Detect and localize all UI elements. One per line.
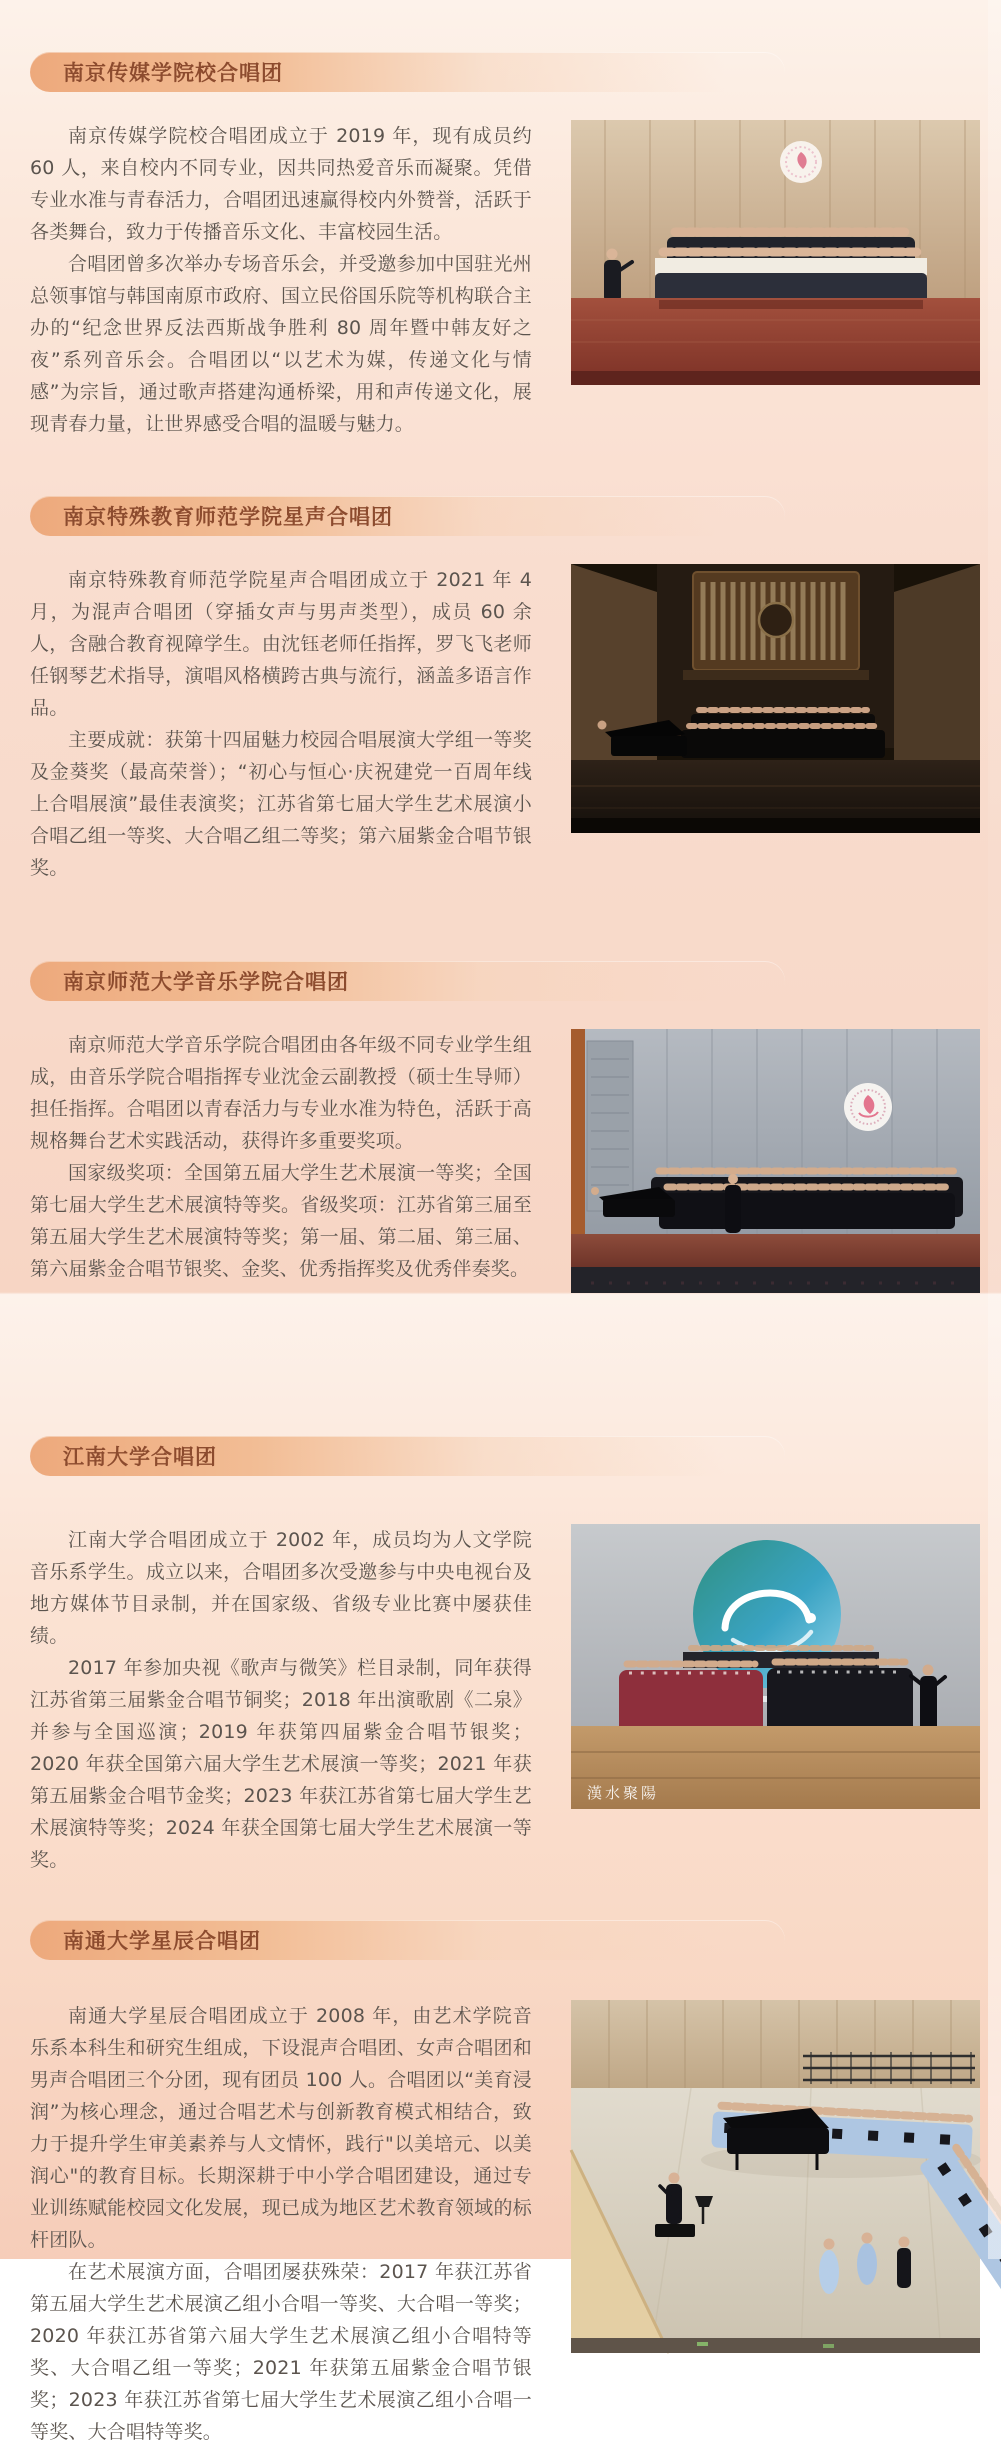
paragraph: 国家级奖项：全国第五届大学生艺术展演一等奖；全国第七届大学生艺术展演特等奖。省级奖项：江苏省第三届至第五届大学生艺术展演特等奖；第一届、第二届、第三届、第六届紫金合唱节银奖、金奖、优秀指挥奖及优秀伴奏奖。 bbox=[30, 1162, 532, 1280]
stage-scene bbox=[571, 1524, 980, 1809]
paragraph: 合唱团曾多次举办专场音乐会，并受邀参加中国驻光州总领事馆与韩国南原市政府、国立民俗国乐院等机构联合主办的“纪念世界反法西斯战争胜利 80 周年暨中韩友好之夜”系列音乐会。合唱团以“以艺术为媒，传递文化与情感”为宗旨，通过歌声搭建沟通桥梁，用和声传递文化，展现青春力量，让世界感受合唱的温暖与魅力。 bbox=[30, 253, 532, 435]
stage-scene bbox=[571, 2000, 980, 2353]
section-title-banner bbox=[30, 961, 785, 1001]
section-title-banner bbox=[30, 52, 785, 92]
paragraph: 南通大学星辰合唱团成立于 2008 年，由艺术学院音乐系本科生和研究生组成，下设混声合唱团、女声合唱团和男声合唱团三个分团，现有团员 100 人。合唱团以“美育浸润”为核心理念，通过合唱艺术与创新教育模式相结合，致力于提升学生审美素养与人文情怀，践行"以美培元、以美润心"的教育目标。长期深耕于中小学合唱团建设，通过专业训练赋能校园文化发展，现已成为地区艺术教育领域的标杆团队。 bbox=[30, 2005, 532, 2251]
photo-watermark: 漢水聚陽 bbox=[587, 1784, 660, 1802]
festival-emblem-icon bbox=[844, 1083, 892, 1131]
section-title-banner bbox=[30, 1920, 785, 1960]
choir-photo[interactable] bbox=[571, 1029, 980, 1293]
section-title-banner bbox=[30, 1436, 785, 1476]
section-title: 南京师范大学音乐学院合唱团 bbox=[63, 970, 349, 994]
section-text bbox=[30, 1524, 532, 1876]
section-title: 江南大学合唱团 bbox=[63, 1445, 217, 1469]
section-title-banner bbox=[30, 496, 785, 536]
section-text bbox=[30, 2000, 532, 2448]
section-title: 南京传媒学院校合唱团 bbox=[63, 61, 283, 85]
concert-hall-scene bbox=[571, 564, 980, 833]
section-title: 南通大学星辰合唱团 bbox=[63, 1929, 261, 1953]
section-jiangnan-choir bbox=[0, 1436, 1001, 1876]
choir-photo[interactable] bbox=[571, 564, 980, 833]
pipe-organ-icon bbox=[683, 572, 869, 680]
paragraph: 南京特殊教育师范学院星声合唱团成立于 2021 年 4 月，为混声合唱团（穿插女声与男声类型），成员 60 余人，含融合教育视障学生。由沈钰老师任指挥，罗飞飞老师任钢琴艺术指导，演唱风格横跨古典与流行，涵盖多语言作品。 bbox=[30, 569, 532, 719]
paragraph: 主要成就：获第十四届魅力校园合唱展演大学组一等奖及金葵奖（最高荣誉）；“初心与恒心·庆祝建党一百周年线上合唱展演”最佳表演奖；江苏省第七届大学生艺术展演小合唱乙组一等奖、大合唱乙组二等奖；第六届紫金合唱节银奖。 bbox=[30, 729, 532, 879]
stage-railing bbox=[803, 2052, 975, 2084]
choir-photo[interactable] bbox=[571, 2000, 980, 2353]
section-nantong-xingchen-choir bbox=[0, 1920, 1001, 2448]
stage-scene bbox=[571, 1029, 980, 1293]
section-nnu-music-choir bbox=[0, 961, 1001, 1293]
choir-photo[interactable] bbox=[571, 1524, 980, 1809]
section-text bbox=[30, 564, 532, 884]
paragraph: 南京传媒学院校合唱团成立于 2019 年，现有成员约 60 人，来自校内不同专业，因共同热爱音乐而凝聚。凭借专业水准与青春活力，合唱团迅速赢得校内外赞誉，活跃于各类舞台，致力于传播音乐文化、丰富校园生活。 bbox=[30, 125, 532, 243]
section-njcu-choir bbox=[0, 0, 1001, 440]
section-text bbox=[30, 1029, 532, 1285]
section-title: 南京特殊教育师范学院星声合唱团 bbox=[63, 505, 393, 529]
stage-scene bbox=[571, 120, 980, 385]
choir-photo[interactable] bbox=[571, 120, 980, 385]
paragraph: 南京师范大学音乐学院合唱团由各年级不同专业学生组成，由音乐学院合唱指挥专业沈金云副教授（硕士生导师）担任指挥。合唱团以青春活力与专业水准为特色，活跃于高规格舞台艺术实践活动，获得许多重要奖项。 bbox=[30, 1034, 532, 1152]
paragraph: 江南大学合唱团成立于 2002 年，成员均为人文学院音乐系学生。成立以来，合唱团多次受邀参与中央电视台及地方媒体节目录制，并在国家级、省级专业比赛中屡获佳绩。 bbox=[30, 1529, 532, 1647]
section-njts-xingsheng-choir bbox=[0, 496, 1001, 884]
festival-emblem-icon bbox=[780, 141, 822, 183]
section-text bbox=[30, 120, 532, 440]
paragraph: 在艺术展演方面，合唱团屡获殊荣：2017 年获江苏省第五届大学生艺术展演乙组小合唱一等奖、大合唱一等奖；2020 年获江苏省第六届大学生艺术展演乙组小合唱特等奖、大合唱乙组一等奖；2021 年获第五届紫金合唱节银奖；2023 年获江苏省第七届大学生艺术展演乙组小合唱一等奖、大合唱特等奖。 bbox=[30, 2261, 532, 2443]
paragraph: 2017 年参加央视《歌声与微笑》栏目录制，同年获得江苏省第三届紫金合唱节铜奖；2018 年出演歌剧《二泉》并参与全国巡演；2019 年获第四届紫金合唱节银奖；2020 年获全国第六届大学生艺术展演一等奖；2021 年获第五届紫金合唱节金奖；2023 年获江苏省第七届大学生艺术展演特等奖；2024 年获全国第七届大学生艺术展演一等奖。 bbox=[30, 1657, 532, 1871]
